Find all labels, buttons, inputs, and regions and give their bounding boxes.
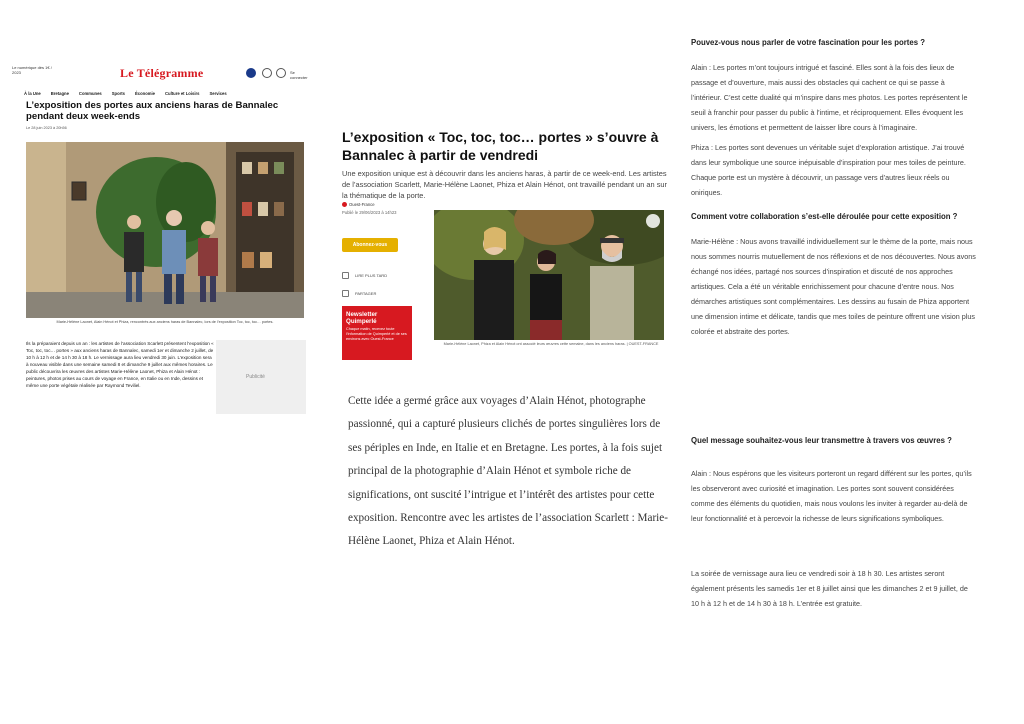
ad-placeholder [216, 340, 306, 414]
bookmark-icon [342, 272, 349, 279]
question-message: Quel message souhaitez-vous leur transmettre à travers vos œuvres ? [691, 436, 952, 445]
published-date: Publié le 29/06/2023 à 14h23 [342, 210, 397, 215]
nav-item[interactable]: À la Une [24, 91, 41, 96]
nav-item[interactable]: Communes [78, 91, 102, 96]
answer-marie-helene-collaboration: Marie-Hélène : Nous avons travaillé individuellement sur le thème de la porte, mais nous nous sommes nourris mutuellement de nos réflexions et de nos découvertes. Nous avons échangé nos idées, partagé nos sources d’inspiration et discuté de nos approches artistiques. Cela a été un véritable enrichissement pour chacune d’entre nous. Nos démarches artistiques sont complémentaires. Les dessins au fusain de Phiza apportent une dimension intime et délicate, tandis que mes toiles de peinture offrent une vision plus colorée et abstraite des portes. [691, 237, 976, 336]
read-later-label: LIRE PLUS TARD [355, 273, 388, 278]
narrative-clipping [340, 388, 670, 548]
message-clipping [683, 432, 978, 622]
exhibition-photo [26, 142, 304, 318]
article-date: Le 28 juin 2023 à 20h56 [26, 126, 67, 130]
nav-item[interactable]: Culture et Loisirs [165, 91, 200, 96]
article-body: Ils la préparaient depuis un an : les artistes de l’association Scarlett présentent l’exposition « Toc, toc, toc… portes » aux anciens haras de Bannalec, samedi 1er et dimanche 2 juillet, de 10 h à 12 h et de 14 h 30 à 18 h. Le vernissage aura lieu vendredi 30 juin. L’exposition sera à nouveau visible dans une semaine samedi 8 et dimanche 9 juillet aux mêmes horaires. Le public découvrira les œuvres des artistes Marie-Hélène Laonet, Phiza et Alain Hénot : peintures, photos prises au cours de voyage en France, en Italie ou en Inde, dessins et même une porte végétale réalisée par Raymond Teviliel. [26, 341, 214, 388]
exhibition-photo-illustration [26, 142, 304, 318]
subscribe-button[interactable]: Abonnez-vous [342, 238, 398, 252]
nav-item[interactable]: Services [209, 91, 227, 96]
ad-label: Publicité [246, 374, 265, 380]
vernissage-info: La soirée de vernissage aura lieu ce vendredi soir à 18 h 30. Les artistes seront également présents les samedis 1er et 8 juillet ainsi que les dimanches 2 et 9 juillet, de 10 h à 12 h et de 14 h 30 à 18 h. L’entrée est gratuite. [691, 569, 968, 608]
nav-item[interactable]: Économie [135, 91, 156, 96]
artists-photo [434, 210, 664, 340]
narrative-paragraph: Cette idée a germé grâce aux voyages d’Alain Hénot, photographe passionné, qui a capturé plusieurs clichés de portes singulières lors de ses périples en Inde, en Italie et en Bretagne. Les portes, à la fois sujet principal de la photographie d’Alain Hénot et symbole riche de significations, ont suscité l’intrigue et l’intérêt des artistes pour cette exposition. Rencontre avec les artistes de l’association Scarlett : Marie-Hélène Laonet, Phiza et Alain Hénot. [348, 395, 668, 548]
share-icon [342, 290, 349, 297]
newsletter-text: Chaque matin, recevez toute l’information de Quimperlé et de ses environs avec Ouest-France [346, 327, 407, 341]
read-later-button[interactable] [342, 272, 387, 279]
article-title: L’exposition des portes aux anciens haras de Bannalec pendant deux week-ends [26, 100, 279, 122]
share-button[interactable] [342, 290, 376, 297]
edition-label: Le numérique dès 1€ / 2023 [12, 65, 52, 75]
photo-caption: Marie-Hélène Laonet, Alain Hénot et Phiza, rencontrés aux anciens haras de Bannalec, lors de l’exposition Toc, toc, toc… portes. [56, 320, 274, 324]
telegramme-nav [24, 91, 227, 96]
user-icon[interactable] [276, 68, 286, 78]
newsletter-box[interactable] [342, 306, 412, 360]
nav-item[interactable]: Bretagne [50, 91, 69, 96]
telegramme-clipping [10, 60, 308, 415]
article-title: L’exposition « Toc, toc, toc… portes » s’ouvre à Bannalec à partir de vendredi [342, 129, 659, 163]
nav-item[interactable]: Sports [111, 91, 125, 96]
interview-clipping [683, 32, 978, 336]
share-label: PARTAGER [355, 291, 377, 296]
connect-link[interactable]: Se connecter [290, 70, 308, 80]
search-icon[interactable] [262, 68, 272, 78]
answer-alain-fascination: Alain : Les portes m’ont toujours intrigué et fasciné. Elles sont à la fois des lieux de passage et d’ouverture, mais aussi des obstacles qui cachent ce qui se passe à l’intérieur. C’est cette dualité qui m’inspire dans mes photos. Les portes représentent le seuil à franchir pour passer du public à l’intime, et réciproquement. Elles évoquent les univers, les émotions et permettent de laisser libre cours à l’imaginaire. [691, 63, 968, 132]
article-lede: Une exposition unique est à découvrir dans les anciens haras, à partir de ce week-end. Les artistes de l’association Scarlett, Marie-Hélène Laonet, Phiza et Alain Hénot, ont travaillé pendant un an sur la thématique de la porte. [342, 169, 667, 200]
location-icon[interactable] [246, 68, 256, 78]
ouestfrance-clipping [334, 120, 672, 360]
answer-phiza-fascination: Phiza : Les portes sont devenues un véritable sujet d’exploration artistique. J’ai trouvé dans leur symbolique une source inépuisable d’inspiration pour mes toiles de peinture. Chaque porte est un mystère à découvrir, un passage vers d’autres lieux réels ou oniriques. [691, 143, 966, 197]
photo-caption: Marie-Hélène Laonet, Phiza et Alain Hénot ont associé leurs œuvres cette semaine, dans les anciens haras. | OUEST-FRANCE [443, 342, 659, 346]
ouestfrance-logo-icon [342, 202, 347, 207]
question-fascination: Pouvez-vous nous parler de votre fascination pour les portes ? [691, 38, 925, 47]
answer-alain-message: Alain : Nous espérons que les visiteurs porteront un regard différent sur les portes, qu’ils les observeront avec curiosité et imagination. Les portes sont souvent considérées comme des éléments du quotidien, mais nous voulons les inviter à regarder au-delà de leur fonctionnalité et à percevoir la richesse de leurs significations symboliques. [691, 469, 972, 523]
question-collaboration: Comment votre collaboration s’est-elle déroulée pour cette exposition ? [691, 212, 958, 221]
artists-photo-illustration [434, 210, 664, 340]
source-line [342, 202, 375, 207]
telegramme-logo[interactable]: Le Télégramme [120, 66, 204, 80]
telegramme-header [10, 60, 308, 86]
newsletter-title: Newsletter Quimperlé [346, 311, 378, 325]
source-name[interactable]: Ouest-France [349, 202, 375, 207]
